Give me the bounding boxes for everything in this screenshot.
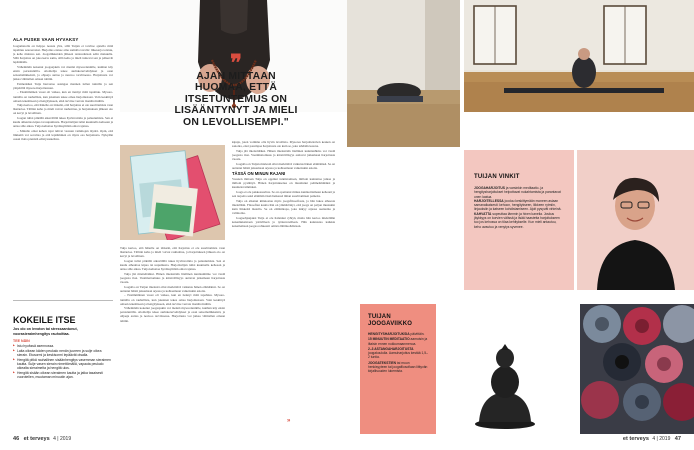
joogaviikko-item-text: päivittäin. (409, 332, 425, 336)
paragraph: – Minulle omat kehon rajat tulivat vastaan vammojen myötä. Opin, että liikkeitä voi soveltaa ja että lepääminen on myös osa harjoitusta. Nykyään osaan iloita pienistä edistysaskelista. (13, 129, 113, 142)
continue-marker: » (287, 418, 291, 424)
article-column-2 (232, 140, 335, 430)
books-illustration (120, 145, 225, 240)
vinkit-item-lead: HARJOITELLESSA (474, 198, 504, 203)
left-footer (13, 436, 71, 442)
paragraph: Vähemmän kokenut joogaajakin voi mennä mysoretunnille, kunhan käy ensin perustuntilla. Aloittelija tekee aurinkotervehdykset ja osan seisomaliikkeistä, ja ohjaaja auttaa ja neuvoo tarvittaessa. Harjoitusta voi jatkaa vähitellen omaan tahtiin. (13, 64, 113, 81)
paragraph: Esimerkiksi Tuija harrastaa astangaa mennen tullen tunnilla ja sen ympärillä mysore-harjoitustaan. (13, 81, 113, 90)
paragraph: Tuija kertoo, että hänelle on tärkeää, että harjoitus ei ole suorittamista vaan läsnäoloa. Tällöin keho ja mieli voivat rauhoittua, ja harjoituksen jälkeen olo on kevyt ja levollinen. (120, 246, 225, 259)
issue-number: 4 | 2019 (53, 436, 72, 442)
right-footer (623, 436, 681, 442)
quote-mark-icon: ❞ (230, 50, 242, 75)
joogaviikko-item (368, 337, 428, 346)
page-number: 47 (674, 436, 681, 442)
right-page (347, 0, 694, 450)
article-column-1b (120, 246, 225, 428)
joogaviikko-title-line: JOOGAVIIKKO (368, 321, 413, 327)
portrait-illustration (577, 150, 694, 290)
tips-item: ▶ Istu hyvässä asennossa. (13, 344, 113, 348)
magazine-name: et terveys (23, 436, 50, 442)
issue-number: 4 | 2019 (652, 436, 671, 442)
yoga-pose-illustration (347, 0, 460, 147)
photo-yoga-mats (580, 304, 694, 434)
vinkit-item-text: sopeuttaa lämmin ja hiven kanelia. Joskus jäykkyys on korvien välissä ja lisää haastetta harjoitukseen tuo jos kehossa on tilaa kehitykselle. Kun mieli antautuu, keho avautuu ja venytys syvenee. (474, 211, 560, 229)
joogaviikko-item-lead: JOOGATEKSTIEN (368, 360, 396, 365)
tips-panel-joogaviikko (360, 304, 436, 434)
photo-tea-cup (347, 150, 460, 290)
paragraph: Joogaohjaajaksi Tuija ei ole halunnut ryhtyä, mutta hän kertoo mielellään kokemuksistaan ystävilleen ja työkavereilleen. Hän kannustaa kaikkia kokeilemaan joogaa rohkeasti omista lähtökohdistaan. (232, 215, 335, 228)
joogaviikko-item-text: aamuisin ja iltaisin ennen nukkumaanmenoa. (368, 337, 428, 346)
vinkit-item (474, 212, 564, 229)
vinkit-title: TUIJAN VINKIT (474, 174, 520, 180)
photo-yoga-books (120, 145, 225, 240)
page-number: 46 (13, 436, 20, 442)
article-column-1 (13, 38, 113, 293)
paragraph: Tuija jää mietteliääksi. Hänen mielestään liiallinen kunnianhimo voi viedä joogasta ilon. Vaatimattomuus ja kärsivällisyys auttavat jatkamaan harjoitusta vuosia. (120, 271, 225, 284)
paragraph: Tuija kertoo, että hänelle on tärkeää, että harjoitus ei ole suorittamista vaan läsnäoloa. Tällöin keho ja mieli voivat rauhoittua, ja harjoituksen jälkeen olo on kevyt ja levollinen. (13, 103, 113, 116)
paragraph: Joogan tulisi pitkällä aikavälillä tukea hyvinvointia ja palautumista. Sen ei kuulu aiheuttaa kipua tai uupumusta. Harjoittelijan tulisi kuunnella kehoaan ja antaa sille aikaa. Tuija kehottaa hyväksymään omat rajansa. (120, 258, 225, 272)
vinkit-item-text: jooduu keskittymään moneen asiaan samanaikaisesti: kehoon, hengitykseen, liikkeen rytmiin, linjauksiin ja katseen kohdistamiseen. Ajoit pysyvät virkeinä. (474, 198, 562, 212)
tips-title: KOKEILE ITSE (13, 315, 76, 325)
paragraph: – Ensimmäinen vuosi oli vaikea, kun en tiennyt mitä tapahtuu. Mysore-tunnilla on rauhallista, kun jokainen tekee omaa harjoitustaan. Voin keskittyä omaan tekemiseen ja hengitykseen, eikä tarvitse verrata itseään muihin. (120, 293, 225, 306)
paragraph: Vuosien mittaan Tuija on oppinut tunnistamaan, milloin kannattaa jatkaa ja milloin pysähtyä. Hänen harjoituksensa on muuttunut pehmeämmäksi ja kuuntelevammaksi. (232, 176, 335, 190)
paragraph: Joogan tulisi pitkällä aikavälillä tukea hyvinvointia ja palautumista. Sen ei kuulu aiheuttaa kipua tai uupumusta. Harjoittelijan tulisi kuunnella kehoaan ja antaa sille aikaa. Tuija kehottaa hyväksymään omat rajansa. (13, 116, 113, 129)
tips-item: ▶ Hengitä pitkä rauhallinen sisäänhengitys vasemman sieraimen kautta. Sulje vasen sierain nimettömällä, vapauta peukalo oikealta sieraimelta ja hengitä ulos. (13, 358, 113, 371)
tips-label: TEE NÄIN (13, 339, 30, 344)
mats-illustration (580, 304, 694, 434)
joogaviikko-item-lead: HENGITYSHARJOITUKSIA (368, 332, 410, 336)
pullquote-text: AJAN MITTAAN HUOMAA, ETTÄ ITSETUNTEMUS ON LISÄÄNTYNYT JA MIELI ON LEVOLLISEMPI." (174, 71, 298, 128)
paragraph: Vähemmän kokenut joogaajakin voi mennä mysoretunnille, kunhan käy ensin perustuntilla. Aloittelija tekee aurinkotervehdykset ja osan seisomaliikkeistä, ja ohjaaja auttaa ja neuvoo tarvittaessa. Harjoitusta voi jatkaa vähitellen omaan tahtiin. (120, 306, 225, 323)
photo-split-pose (464, 0, 694, 112)
vinkit-item-text: ja varsinkin meditaatio- ja hengitysharjoitukset helpottavat nukahtamista ja parantavat unen laatua. (474, 186, 561, 199)
tips-list (13, 344, 113, 380)
photo-yoga-pose (347, 0, 460, 147)
vinkit-item-lead: KAHVATTA (474, 211, 492, 216)
paragraph: Tuija on alkanut kiinnostua myös joogafilosofiasta, ja hän lukee aiheesta mielellään. Filosofian kautta hän on ymmärtänyt, että jooga on paljon muutakin kuin liikkeitä matolla. Se on elämäntapa, joka näkyy arjessa asenteina ja valintoina. (232, 198, 335, 215)
tips-intro: Jos olo on levoton tai stressaantunut, voorasieraimhengitys rauhoittaa. (13, 327, 78, 336)
joogaviikko-item-text: joogakoululla. Aamuharjoitus kestää 1,5–2 tuntia. (368, 351, 428, 360)
split-pose-illustration (464, 0, 694, 112)
tea-illustration (347, 150, 460, 290)
joogaviikko-item-lead: 2–3 ASTANGAHARJOITUSTA (368, 346, 414, 351)
magazine-name: et terveys (622, 436, 649, 442)
section-heading: ÄLÄ PUSKE VAAN HYVÄKSY (13, 38, 79, 42)
joogaviikko-item (368, 361, 428, 374)
tips-item: ▶ Laita oikean käden peukalo nenän juureen ja sulje oikea sierain. Etusormi ja keskisormi lepäävät otsalla. (13, 349, 113, 358)
paragraph: Tuija jää mietteliääksi. Hänen mielestään liiallinen kunnianhimo voi viedä joogasta ilon. Vaatimattomuus ja kärsivällisyys auttavat jatkamaan harjoitusta vuosia. (232, 148, 335, 161)
joogaviikko-item (368, 332, 428, 336)
paragraph: Jooga ei ole pakkosuoritus. Se on opettanut minua kunnioittamaan kehoani ja sen tarpeita sekä elämään tässä hetkessä ilman suorittamisen painetta. (232, 189, 335, 198)
vinkit-item-lead: JOOGAHARJOITUS (474, 186, 505, 190)
joogaviikko-item-text: tai muun henkisyyteen tai joogafilosofiaan liittyvän kirjallisuuden lukemista. (368, 360, 428, 374)
paragraph: – Ensimmäinen vuosi oli vaikea, kun en tiennyt mitä tapahtuu. Mysore-tunnilla on rauhallista, kun jokainen tekee omaa harjoitustaan. Voin keskittyä omaan tekemiseen ja hengitykseen, eikä tarvitse verrata itseään muihin. (13, 90, 113, 103)
tips-box (13, 300, 113, 435)
buddha-illustration (439, 304, 576, 434)
photo-portrait (577, 150, 694, 290)
joogaviikko-title-line: TUIJAN (368, 314, 391, 320)
paragraph: kipuja, joten voimme olla hyvin levollisia. Mysorea harjoittelevien kesken on sanonta, ettei parempaa harjoitusta ole kuin se, joka tehdään kotona. (232, 140, 335, 149)
pullquote-block (170, 50, 302, 135)
joogaviikko-title (368, 314, 428, 328)
joogaviikko-item-lead: 15 MINUUTIN MEDITAATIO (368, 337, 410, 342)
paragraph: Joogalla on Tuijan mielestä ollut merkittävä vaikutus hänen elämäänsä. Se on auttanut häntä jaksamaan arjessa ja kohtaamaan vaikeitakin asioita. (120, 284, 225, 293)
subheading: TÄSSÄ ON MINUN RAJANI (232, 170, 286, 176)
paragraph: Joogalla on Tuijan mielestä ollut merkittävä vaikutus hänen elämäänsä. Se on auttanut häntä jaksamaan arjessa ja kohtaamaan vaikeitakin asioita. (232, 161, 335, 170)
vinkit-item (474, 199, 564, 212)
vinkit-item (474, 186, 564, 199)
tips-panel-vinkit (464, 150, 574, 290)
tips-item: ▶ Hengitä sisään oikean sieraimen kautta ja jatka tasaisesti vuorotellen, muutaman minuutin ajan. (13, 371, 113, 380)
paragraph: Joogamatolla on helppo nousta ylös, sillä Tuijan ei tarvitse ajatella mitä tapahtuu seuraavaksi. Harjoitus etenee aina samalla tavalla: liikesarja toistuu, ja keho muistaa sen. Joogaliikkeiden jälkeen rentoudutaan selin makuulla. Sillä harjoitus on joka kerta sama, sillä keho ja mieli tuntevat sen ja pääsevät lepäämään. (13, 43, 113, 64)
joogaviikko-item (368, 347, 428, 360)
photo-buddha-statue (439, 304, 576, 434)
